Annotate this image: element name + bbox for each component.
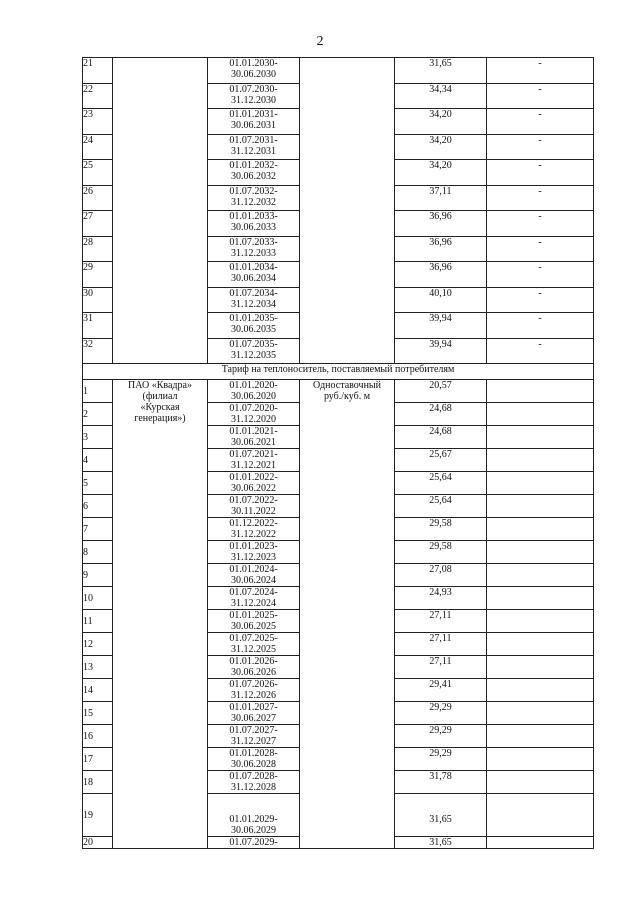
period-end: 31.12.2028: [231, 782, 276, 793]
period-end: 30.06.2020: [231, 391, 276, 402]
row-number: 15: [83, 702, 113, 725]
period-cell: [208, 211, 300, 237]
row-number: 27: [83, 211, 113, 237]
tariff-value: 27,11: [395, 656, 487, 679]
tariff-value: 29,29: [395, 748, 487, 771]
tariff-value: 27,08: [395, 564, 487, 587]
row-number: 32: [83, 338, 113, 364]
period-end: 30.06.2033: [231, 222, 276, 233]
tariff-value: 34,20: [395, 134, 487, 160]
period-end: 30.06.2021: [231, 437, 276, 448]
period-cell: [208, 185, 300, 211]
period-start: 01.07.2034-: [229, 287, 278, 299]
period-cell: [208, 338, 300, 364]
extra-value: -: [487, 58, 594, 84]
tariff-value: 29,41: [395, 679, 487, 702]
row-number: 26: [83, 185, 113, 211]
period-end: 31.12.2034: [231, 298, 276, 310]
period-cell: [208, 134, 300, 160]
period-end: 31.12.2022: [231, 529, 276, 540]
organization-line: «Курская: [140, 402, 180, 413]
period-cell: [208, 287, 300, 313]
row-number: 18: [83, 771, 113, 794]
tariff-value: 25,64: [395, 472, 487, 495]
organization-cell: [113, 58, 208, 364]
extra-value-empty: [487, 610, 594, 633]
row-number: 2: [83, 403, 113, 426]
period-cell: [208, 633, 300, 656]
period-start: 01.01.2027-: [229, 702, 278, 713]
period-start: 01.01.2020-: [229, 380, 278, 391]
period-end: 31.12.2025: [231, 644, 276, 655]
period-start: 01.01.2023-: [229, 541, 278, 552]
tariff-value: 29,58: [395, 518, 487, 541]
period-cell: [208, 679, 300, 702]
section-row: [83, 364, 594, 380]
extra-value-empty: [487, 771, 594, 794]
tariff-value: 31,65: [395, 794, 487, 837]
row-number: 20: [83, 837, 113, 849]
period-cell: [208, 495, 300, 518]
table-row: [83, 380, 594, 403]
period-start: 01.07.2029-: [229, 837, 278, 848]
row-number: 3: [83, 426, 113, 449]
extra-value: -: [487, 185, 594, 211]
period-end: 30.06.2032: [231, 171, 276, 182]
row-number: 6: [83, 495, 113, 518]
section-title: Тариф на теплоноситель, поставляемый потребителям: [83, 364, 594, 380]
tariff-value: 40,10: [395, 287, 487, 313]
tariff-kind-line: Одноставочный: [313, 380, 381, 391]
organization-line: ПАО «Квадра»: [128, 380, 192, 391]
period-cell: [208, 83, 300, 109]
tariff-value: 27,11: [395, 633, 487, 656]
period-cell: [208, 610, 300, 633]
extra-value: -: [487, 83, 594, 109]
period-start: 01.07.2020-: [229, 403, 278, 414]
period-cell: [208, 656, 300, 679]
period-start: 01.01.2035-: [229, 313, 278, 324]
period-start: 01.01.2025-: [229, 610, 278, 621]
period-start: 01.07.2026-: [229, 679, 278, 690]
period-cell: [208, 262, 300, 288]
extra-value: -: [487, 338, 594, 364]
period-start: 01.01.2021-: [229, 426, 278, 437]
extra-value-empty: [487, 837, 594, 849]
period-end: 30.06.2025: [231, 621, 276, 632]
period-start: 01.07.2027-: [229, 725, 278, 736]
extra-value: -: [487, 109, 594, 135]
tariff-value: 39,94: [395, 338, 487, 364]
period-start: 01.01.2028-: [229, 748, 278, 759]
period-cell: [208, 587, 300, 610]
extra-value-empty: [487, 656, 594, 679]
tariff-value: 39,94: [395, 313, 487, 339]
period-cell: [208, 160, 300, 186]
period-end: 31.12.2023: [231, 552, 276, 563]
row-number: 22: [83, 83, 113, 109]
tariff-value: 25,64: [395, 495, 487, 518]
period-cell: [208, 236, 300, 262]
extra-value: -: [487, 160, 594, 186]
tariff-value: 36,96: [395, 262, 487, 288]
extra-value-empty: [487, 794, 594, 837]
period-end: 31.12.2027: [231, 736, 276, 747]
extra-value-empty: [487, 541, 594, 564]
period-end: 30.06.2027: [231, 713, 276, 724]
row-number: 16: [83, 725, 113, 748]
period-end: 30.06.2024: [231, 575, 276, 586]
row-number: 28: [83, 236, 113, 262]
row-number: 21: [83, 58, 113, 84]
period-start: 01.01.2032-: [229, 160, 278, 171]
extra-value-empty: [487, 472, 594, 495]
period-end: 31.12.2033: [231, 247, 276, 259]
period-end: 31.12.2031: [231, 145, 276, 157]
period-cell: [208, 109, 300, 135]
row-number: 29: [83, 262, 113, 288]
tariff-value: 24,68: [395, 403, 487, 426]
row-number: 11: [83, 610, 113, 633]
period-end: 31.12.2020: [231, 414, 276, 425]
extra-value: -: [487, 211, 594, 237]
period-start: 01.07.2032-: [229, 185, 278, 197]
period-cell: [208, 748, 300, 771]
period-end: 30.06.2028: [231, 759, 276, 770]
period-cell: [208, 518, 300, 541]
tariff-kind-cell: [300, 380, 395, 849]
period-start: 01.01.2033-: [229, 211, 278, 222]
period-start: 01.01.2024-: [229, 564, 278, 575]
period-end: 31.12.2026: [231, 690, 276, 701]
period-start: 01.07.2021-: [229, 449, 278, 460]
period-end: 31.12.2032: [231, 196, 276, 208]
tariff-kind-line: руб./куб. м: [323, 391, 371, 402]
extra-value: -: [487, 262, 594, 288]
period-end: 31.12.2024: [231, 598, 276, 609]
row-number: 8: [83, 541, 113, 564]
period-start: 01.07.2024-: [229, 587, 278, 598]
period-start: 01.01.2029-: [229, 814, 278, 825]
row-number: 7: [83, 518, 113, 541]
period-start: 01.07.2035-: [229, 338, 278, 350]
row-number: 1: [83, 380, 113, 403]
row-number: 13: [83, 656, 113, 679]
extra-value-empty: [487, 748, 594, 771]
period-cell: [208, 702, 300, 725]
period-cell: [208, 380, 300, 403]
tariff-value: 27,11: [395, 610, 487, 633]
period-cell: [208, 837, 300, 849]
period-cell: [208, 403, 300, 426]
period-start: 01.01.2034-: [229, 262, 278, 273]
period-cell: [208, 725, 300, 748]
period-end: 30.06.2035: [231, 324, 276, 335]
extra-value-empty: [487, 403, 594, 426]
row-number: 25: [83, 160, 113, 186]
extra-value-empty: [487, 380, 594, 403]
row-number: 12: [83, 633, 113, 656]
tariff-value: 31,65: [395, 837, 487, 849]
organization-line: (филиал: [142, 391, 178, 402]
period-cell: [208, 794, 300, 837]
period-start: 01.07.2033-: [229, 236, 278, 248]
tariff-value: 34,20: [395, 160, 487, 186]
tariff-value: 24,68: [395, 426, 487, 449]
period-end: 31.12.2035: [231, 349, 276, 361]
extra-value-empty: [487, 564, 594, 587]
tariff-value: 24,93: [395, 587, 487, 610]
tariff-value: 20,57: [395, 380, 487, 403]
period-start: 01.07.2030-: [229, 83, 278, 95]
extra-value-empty: [487, 495, 594, 518]
extra-value: -: [487, 313, 594, 339]
period-end: 30.06.2026: [231, 667, 276, 678]
period-end: 30.06.2029: [231, 825, 276, 836]
tariff-value: 25,67: [395, 449, 487, 472]
period-start: 01.07.2025-: [229, 633, 278, 644]
table-row: [83, 58, 594, 84]
period-start: 01.01.2022-: [229, 472, 278, 483]
tariff-table: [82, 57, 594, 849]
period-cell: [208, 449, 300, 472]
period-cell: [208, 541, 300, 564]
organization-cell: [113, 380, 208, 849]
row-number: 30: [83, 287, 113, 313]
extra-value: -: [487, 134, 594, 160]
period-end: 30.06.2022: [231, 483, 276, 494]
period-start: 01.07.2022-: [229, 495, 278, 506]
extra-value-empty: [487, 426, 594, 449]
period-cell: [208, 426, 300, 449]
row-number: 23: [83, 109, 113, 135]
period-end: 30.11.2022: [231, 506, 276, 517]
row-number: 9: [83, 564, 113, 587]
tariff-value: 34,34: [395, 83, 487, 109]
tariff-value: 36,96: [395, 211, 487, 237]
extra-value-empty: [487, 725, 594, 748]
period-start: 01.01.2026-: [229, 656, 278, 667]
tariff-value: 37,11: [395, 185, 487, 211]
period-start: 01.01.2031-: [229, 109, 278, 120]
period-cell: [208, 771, 300, 794]
organization-line: генерация»): [134, 413, 186, 424]
period-start: 01.07.2031-: [229, 134, 278, 146]
row-number: 10: [83, 587, 113, 610]
extra-value: -: [487, 236, 594, 262]
row-number: 4: [83, 449, 113, 472]
extra-value-empty: [487, 679, 594, 702]
extra-value-empty: [487, 449, 594, 472]
tariff-value: 31,78: [395, 771, 487, 794]
extra-value: -: [487, 287, 594, 313]
tariff-kind-cell: [300, 58, 395, 364]
period-end: 31.12.2030: [231, 94, 276, 106]
period-end: 30.06.2030: [231, 69, 276, 80]
row-number: 31: [83, 313, 113, 339]
row-number: 14: [83, 679, 113, 702]
period-start: 01.07.2028-: [229, 771, 278, 782]
period-end: 30.06.2031: [231, 120, 276, 131]
tariff-value: 36,96: [395, 236, 487, 262]
period-end: 31.12.2021: [231, 460, 276, 471]
extra-value-empty: [487, 518, 594, 541]
period-end: 30.06.2034: [231, 273, 276, 284]
period-cell: [208, 472, 300, 495]
extra-value-empty: [487, 633, 594, 656]
row-number: 5: [83, 472, 113, 495]
period-cell: [208, 564, 300, 587]
tariff-value: 34,20: [395, 109, 487, 135]
row-number: 24: [83, 134, 113, 160]
tariff-value: 29,58: [395, 541, 487, 564]
period-start: 01.01.2030-: [229, 58, 278, 69]
row-number: 17: [83, 748, 113, 771]
tariff-value: 29,29: [395, 725, 487, 748]
period-cell: [208, 58, 300, 84]
period-cell: [208, 313, 300, 339]
extra-value-empty: [487, 587, 594, 610]
extra-value-empty: [487, 702, 594, 725]
row-number: 19: [83, 794, 113, 837]
tariff-value: 29,29: [395, 702, 487, 725]
page-number: 2: [316, 34, 324, 49]
period-start: 01.12.2022-: [229, 518, 278, 529]
tariff-value: 31,65: [395, 58, 487, 84]
